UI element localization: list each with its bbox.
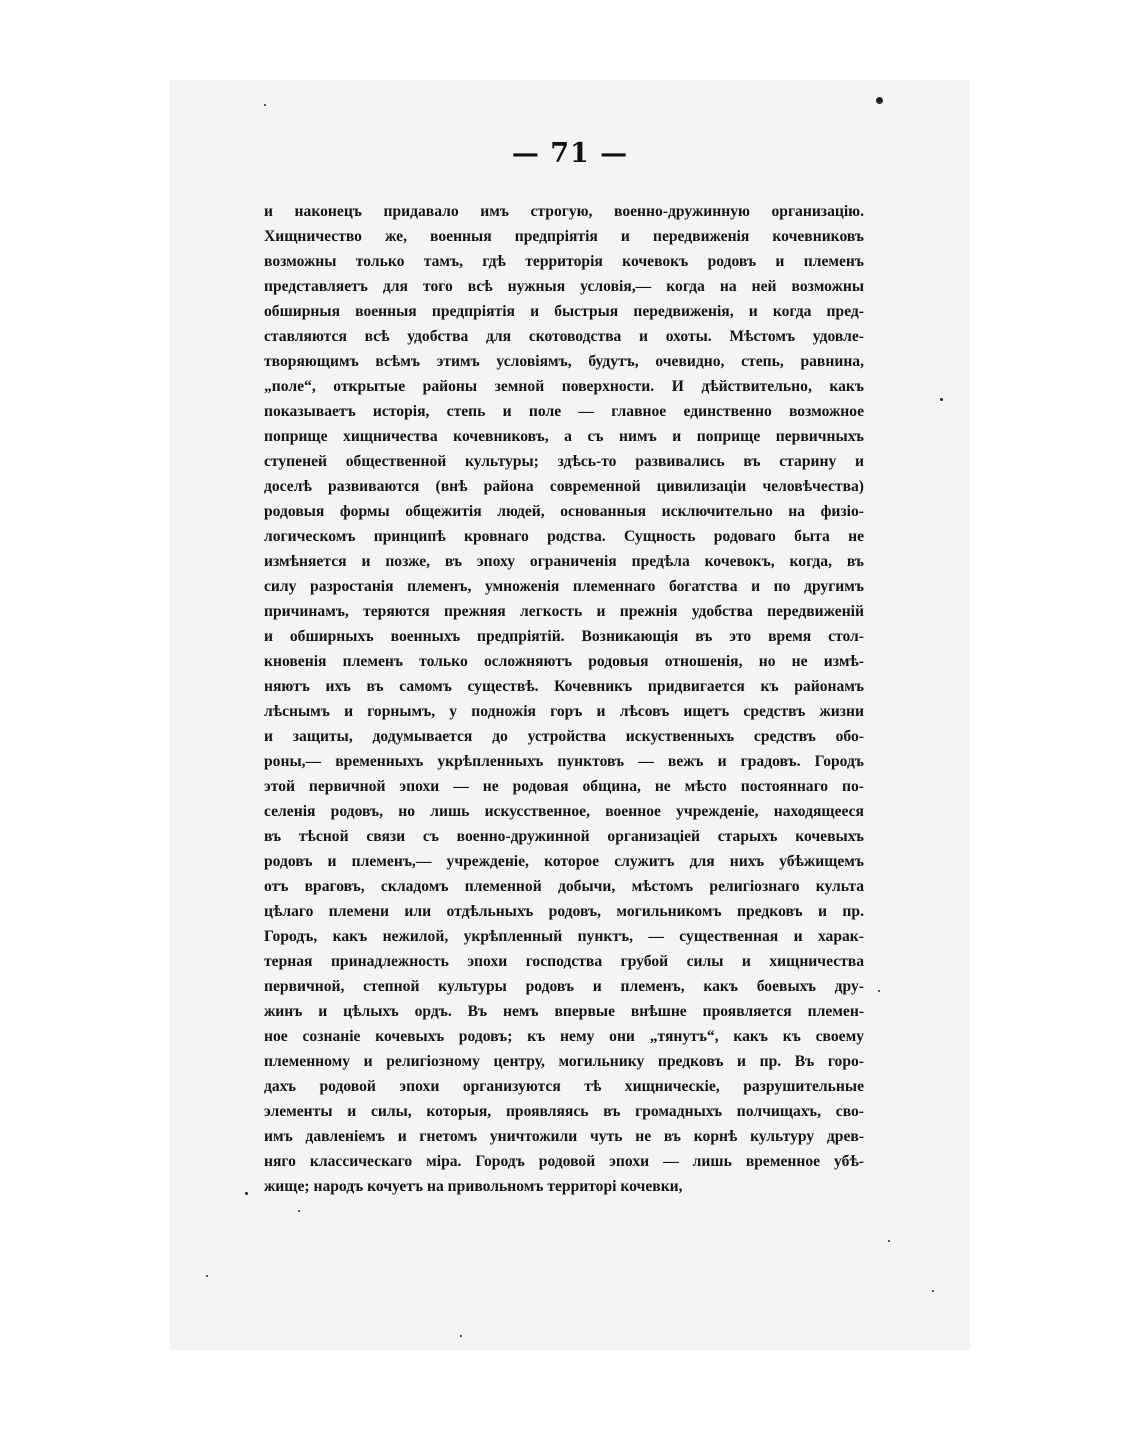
text-line: творяющимъ всѣмъ этимъ условіямъ, будутъ, очевидно, степь, равнина,	[264, 353, 864, 370]
text-line: доселѣ развиваются (внѣ района современной цивилизаціи человѣчества)	[264, 478, 864, 495]
scan-speck	[460, 1335, 462, 1337]
scan-speck	[940, 398, 943, 401]
scan-speck	[264, 104, 266, 106]
scan-speck	[932, 1290, 934, 1292]
text-line: этой первичной эпохи — не родовая община, не мѣсто постояннаго по-	[264, 778, 864, 795]
text-line: родовъ и племенъ,— учрежденіе, которое служитъ для нихъ убѣжищемъ	[264, 853, 864, 870]
text-line: ставляются всѣ удобства для скотоводства и охоты. Мѣстомъ удовле-	[264, 328, 864, 345]
text-line: поприще хищничества кочевниковъ, а съ нимъ и поприще первичныхъ	[264, 428, 864, 445]
page-number: — 71 —	[511, 138, 629, 169]
text-line: Городъ, какъ нежилой, укрѣпленный пунктъ, — существенная и харак-	[264, 928, 864, 945]
text-line: селенія родовъ, но лишь искусственное, военное учрежденіе, находящееся	[264, 803, 864, 820]
text-line: няго классическаго міра. Городъ родовой эпохи — лишь временное убѣ-	[264, 1153, 864, 1170]
text-line: ступеней общественной культуры; здѣсь-то развивались въ старину и	[264, 453, 864, 470]
text-line: лѣснымъ и горнымъ, у подножія горъ и лѣсовъ ищетъ средствъ жизни	[264, 703, 864, 720]
text-line: ное сознаніе кочевыхъ родовъ; къ нему они „тянутъ“, какъ къ своему	[264, 1028, 864, 1045]
text-line: измѣняется и позже, въ эпоху ограниченія предѣла кочевокъ, когда, въ	[264, 553, 864, 570]
scan-speck	[888, 1240, 890, 1242]
text-line: роны,— временныхъ укрѣпленныхъ пунктовъ — вежъ и градовъ. Городъ	[264, 753, 864, 770]
text-line: и защиты, додумывается до устройства искуственныхъ средствъ обо-	[264, 728, 864, 745]
text-line: причинамъ, теряются прежняя легкость и прежнія удобства передвиженій	[264, 603, 864, 620]
text-line: отъ враговъ, складомъ племенной добычи, мѣстомъ религіознаго культа	[264, 878, 864, 895]
text-line: представляетъ для того всѣ нужныя условія,— когда на ней возможны	[264, 278, 864, 295]
text-line: и наконецъ придавало имъ строгую, военно-дружинную организацію.	[264, 203, 864, 220]
text-line: элементы и силы, которыя, проявляясь въ громадныхъ полчищахъ, сво-	[264, 1103, 864, 1120]
text-line: „поле“, открытые районы земной поверхности. И дѣйствительно, какъ	[264, 378, 864, 395]
text-line: первичной, степной культуры родовъ и племенъ, какъ боевыхъ дру-	[264, 978, 864, 995]
text-line: въ тѣсной связи съ военно-дружинной организаціей старыхъ кочевыхъ	[264, 828, 864, 845]
scan-speck	[245, 1192, 248, 1195]
body-text	[264, 199, 864, 1199]
text-line: родовыя формы общежитія людей, основанныя исключительно на физіо-	[264, 503, 864, 520]
text-line: Хищничество же, военныя предпріятія и передвиженія кочевниковъ	[264, 228, 864, 245]
text-line: дахъ родовой эпохи организуются тѣ хищническіе, разрушительные	[264, 1078, 864, 1095]
text-line: логическомъ принципѣ кровнаго родства. Сущность родоваго быта не	[264, 528, 864, 545]
scan-speck	[298, 1210, 300, 1212]
scan-speck	[878, 990, 880, 992]
scan-speck	[876, 97, 883, 104]
text-line: обширныя военныя предпріятія и быстрыя передвиженія, и когда пред-	[264, 303, 864, 320]
text-line: показываетъ исторія, степь и поле — главное единственно возможное	[264, 403, 864, 420]
text-line: кновенія племенъ только осложняютъ родовыя отношенія, но не измѣ-	[264, 653, 864, 670]
text-line: жище; народъ кочуетъ на привольномъ территорі кочевки,	[264, 1178, 683, 1195]
text-line: и обширныхъ военныхъ предпріятій. Возникающія въ это время стол-	[264, 628, 864, 645]
text-line: имъ давленіемъ и гнетомъ уничтожили чуть не въ корнѣ культуру древ-	[264, 1128, 864, 1145]
scan-speck	[206, 1275, 208, 1277]
text-line: терная принадлежность эпохи господства грубой силы и хищничества	[264, 953, 864, 970]
text-line: жинъ и цѣлыхъ ордъ. Въ немъ впервые внѣшне проявляется племен-	[264, 1003, 864, 1020]
text-line: силу разростанія племенъ, умноженія племеннаго богатства и по другимъ	[264, 578, 864, 595]
text-line: возможны только тамъ, гдѣ территорія кочевокъ родовъ и племенъ	[264, 253, 864, 270]
text-line: племенному и религіозному центру, могильнику предковъ и пр. Въ горо-	[264, 1053, 864, 1070]
text-line: цѣлаго племени или отдѣльныхъ родовъ, могильникомъ предковъ и пр.	[264, 903, 864, 920]
text-line: няютъ ихъ въ самомъ существѣ. Кочевникъ придвигается къ районамъ	[264, 678, 864, 695]
